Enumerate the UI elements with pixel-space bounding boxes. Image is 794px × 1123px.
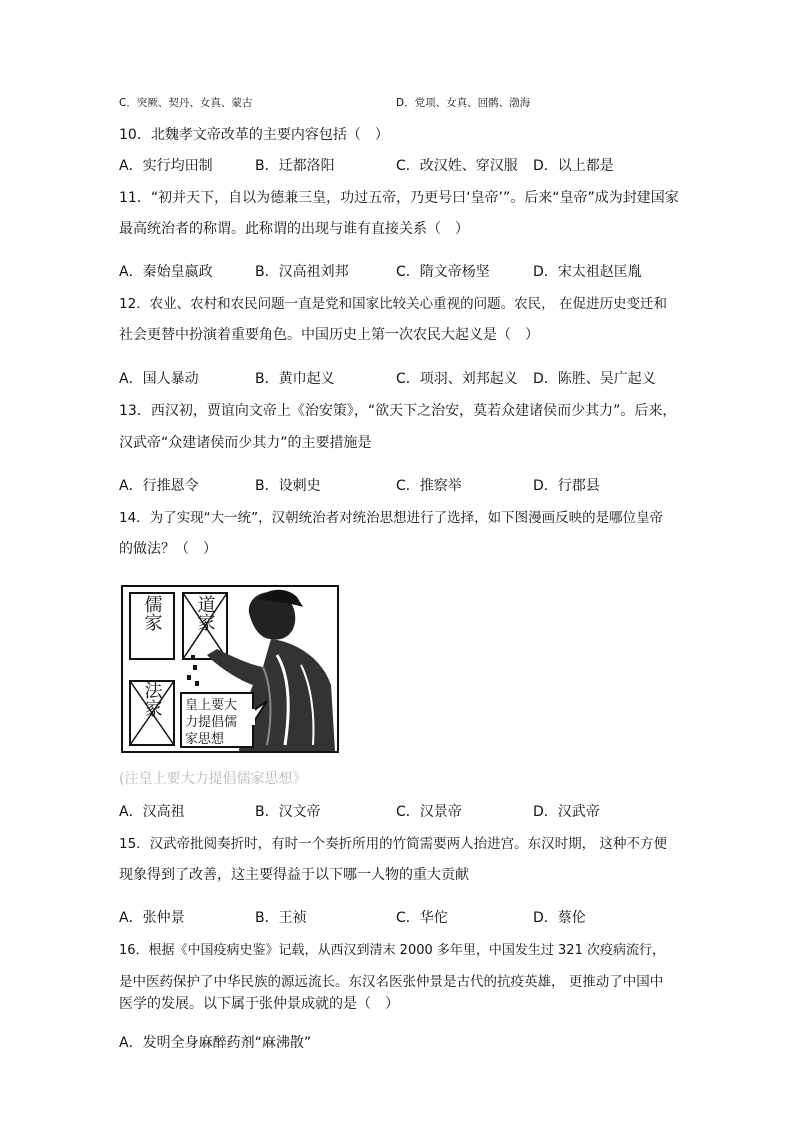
q12-options	[119, 370, 679, 388]
q10-options	[119, 157, 679, 175]
q14-option-a: A．汉高祖	[119, 804, 185, 820]
q15-stem-line2: 现象得到了改善，这主要得益于以下哪一人物的重大贡献	[119, 867, 469, 883]
q13-stem-line1: 13．西汉初，贾谊向文帝上《治安策》，“欲天下之治安，莫若众建诸侯而少其力”。后来，	[119, 403, 677, 419]
q15-option-b: B．王祯	[255, 910, 307, 926]
box-daojia-text: 道家	[194, 595, 216, 631]
q13-option-c: C．推察举	[396, 478, 462, 494]
q13-options	[119, 477, 679, 495]
q10-option-b: B．迁都洛阳	[255, 158, 335, 174]
q10-stem: 10．北魏孝文帝改革的主要内容包括（ ）	[119, 127, 389, 143]
q11-stem-line2: 最高统治者的称谓。此称谓的出现与谁有直接关系（ ）	[119, 221, 469, 237]
box-rujia-text: 儒家	[141, 595, 163, 631]
q12-option-c: C．项羽、刘邦起义	[396, 371, 518, 387]
q15-option-d: D．蔡伦	[533, 910, 586, 926]
q10-option-d: D．以上都是	[533, 158, 614, 174]
q12-option-d: D．陈胜、吴广起义	[533, 371, 656, 387]
q10-option-c: C．改汉姓、穿汉服	[396, 158, 518, 174]
q15-option-a: A．张仲景	[119, 910, 185, 926]
cartoon-caption: (注皇上要大力提倡儒家思想》	[119, 771, 307, 787]
q12-stem-line1: 12．农业、农村和农民问题一直是党和国家比较关心重视的问题。农民， 在促进历史变迁和	[119, 296, 667, 312]
q9-options	[119, 94, 679, 112]
box-fajia-text: 法家	[141, 681, 163, 717]
q12-option-b: B．黄巾起义	[255, 371, 335, 387]
speech-line2: 力提倡儒	[185, 715, 238, 730]
q14-stem-line1: 14．为了实现“大一统”，汉朝统治者对统治思想进行了选择，如下图漫画反映的是哪位皇帝	[119, 510, 664, 526]
q9-option-d: D．党项、女真、回鹘、渤海	[396, 97, 531, 109]
q13-option-d: D．行郡县	[533, 478, 600, 494]
q11-stem-line1: 11．“初并天下，自以为德兼三皇，功过五帝，乃更号曰‘皇帝’”。后来“皇帝”成为封建国家	[119, 190, 679, 206]
q14-option-d: D．汉武帝	[533, 804, 600, 820]
q13-stem-line2: 汉武帝“众建诸侯而少其力”的主要措施是	[119, 435, 372, 451]
q14-options	[119, 803, 679, 821]
q15-option-c: C．华佗	[396, 910, 448, 926]
q14-stem-line2: 的做法？（ ）	[119, 541, 217, 557]
q14-option-c: C．汉景帝	[396, 804, 462, 820]
box-fajia	[130, 681, 174, 745]
q16-option-a: A．发明全身麻醉药剂“麻沸散”	[119, 1035, 312, 1051]
box-daojia	[183, 593, 227, 659]
q11-option-b: B．汉高祖刘邦	[255, 264, 349, 280]
q13-option-a: A．行推恩令	[119, 478, 199, 494]
q11-option-a: A．秦始皇嬴政	[119, 264, 213, 280]
q9-option-c: C．突厥、契丹、女真、蒙古	[119, 97, 253, 109]
q16-stem-line3: 医学的发展。以下属于张仲景成就的是（ ）	[119, 996, 399, 1012]
q11-option-c: C．隋文帝杨坚	[396, 264, 490, 280]
q11-options	[119, 263, 679, 281]
cartoon-image	[121, 585, 339, 753]
speech-line3: 家思想	[185, 732, 225, 747]
q14-option-b: B．汉文帝	[255, 804, 321, 820]
q15-options	[119, 909, 679, 927]
q12-stem-line2: 社会更替中扮演着重要角色。中国历史上第一次农民大起义是（ ）	[119, 327, 539, 343]
q16-stem-line2: 是中医药保护了中华民族的源远流长。东汉名医张仲景是古代的抗疫英雄， 更推动了中国中	[119, 974, 664, 990]
speech-line1: 皇上要大	[185, 698, 238, 713]
q13-option-b: B．设刺史	[255, 478, 321, 494]
box-rujia	[130, 593, 174, 659]
q11-option-d: D．宋太祖赵匡胤	[533, 264, 642, 280]
q15-stem-line1: 15．汉武帝批阅奏折时，有时一个奏折所用的竹简需要两人抬进宫。东汉时期， 这种不方便	[119, 836, 667, 852]
q12-option-a: A．国人暴动	[119, 371, 199, 387]
q10-option-a: A．实行均田制	[119, 158, 213, 174]
q16-stem-line1: 16．根据《中国疫病史鉴》记载，从西汉到清末 2000 多年里，中国发生过 321 次疫病流行，	[119, 943, 665, 958]
